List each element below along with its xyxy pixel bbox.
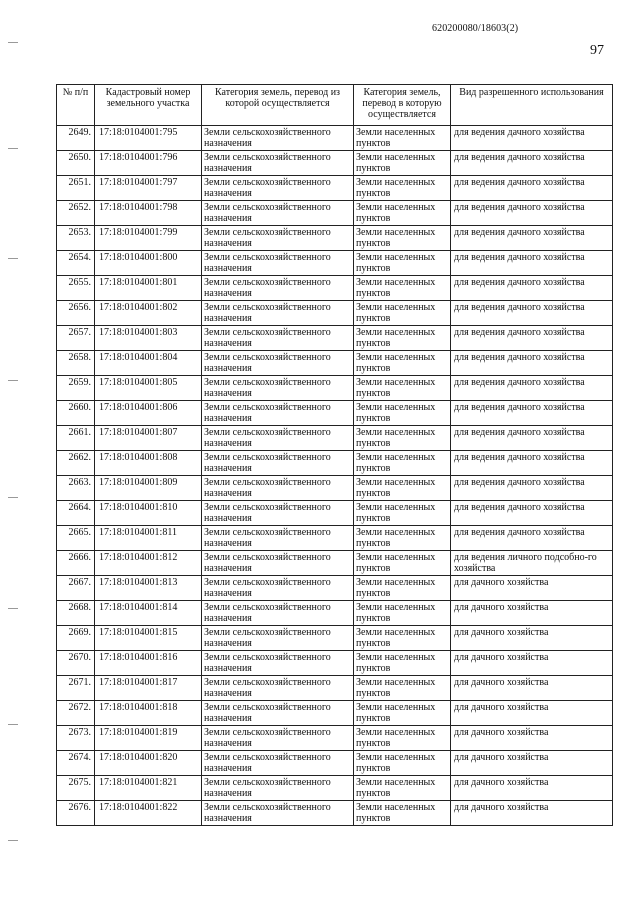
row-number: 2664. — [57, 501, 95, 526]
row-number: 2660. — [57, 401, 95, 426]
column-header-permitted-use: Вид разрешенного использования — [451, 85, 613, 126]
table-row — [57, 151, 613, 176]
document-number: 620200080/18603(2) — [432, 23, 519, 34]
cadastral-number: 17:18:0104001:798 — [95, 201, 202, 226]
category-from: Земли сельскохозяйственного назначения — [202, 426, 354, 451]
permitted-use: для ведения дачного хозяйства — [451, 301, 613, 326]
permitted-use: для дачного хозяйства — [451, 601, 613, 626]
cadastral-number: 17:18:0104001:820 — [95, 751, 202, 776]
cadastral-number: 17:18:0104001:799 — [95, 226, 202, 251]
table-row — [57, 276, 613, 301]
row-number: 2650. — [57, 151, 95, 176]
permitted-use: для ведения дачного хозяйства — [451, 276, 613, 301]
row-number: 2670. — [57, 651, 95, 676]
permitted-use: для дачного хозяйства — [451, 651, 613, 676]
cadastral-number: 17:18:0104001:813 — [95, 576, 202, 601]
category-to: Земли населенных пунктов — [354, 201, 451, 226]
category-to: Земли населенных пунктов — [354, 326, 451, 351]
permitted-use: для дачного хозяйства — [451, 726, 613, 751]
cadastral-number: 17:18:0104001:815 — [95, 626, 202, 651]
category-to: Земли населенных пунктов — [354, 626, 451, 651]
category-to: Земли населенных пунктов — [354, 801, 451, 826]
permitted-use: для ведения дачного хозяйства — [451, 376, 613, 401]
cadastral-number: 17:18:0104001:808 — [95, 451, 202, 476]
row-number: 2659. — [57, 376, 95, 401]
cadastral-number: 17:18:0104001:810 — [95, 501, 202, 526]
margin-mark — [8, 608, 18, 609]
permitted-use: для дачного хозяйства — [451, 701, 613, 726]
category-from: Земли сельскохозяйственного назначения — [202, 751, 354, 776]
cadastral-number: 17:18:0104001:797 — [95, 176, 202, 201]
table-row — [57, 451, 613, 476]
category-from: Земли сельскохозяйственного назначения — [202, 376, 354, 401]
row-number: 2662. — [57, 451, 95, 476]
table-row — [57, 626, 613, 651]
category-to: Земли населенных пунктов — [354, 676, 451, 701]
category-to: Земли населенных пунктов — [354, 301, 451, 326]
table-row — [57, 701, 613, 726]
category-from: Земли сельскохозяйственного назначения — [202, 251, 354, 276]
table-row — [57, 351, 613, 376]
column-header-category-to: Категория земель, перевод в которую осуществляется — [354, 85, 451, 126]
margin-mark — [8, 148, 18, 149]
table-row — [57, 426, 613, 451]
land-plot-table — [56, 84, 613, 826]
category-from: Земли сельскохозяйственного назначения — [202, 801, 354, 826]
category-to: Земли населенных пунктов — [354, 476, 451, 501]
category-from: Земли сельскохозяйственного назначения — [202, 126, 354, 151]
margin-mark — [8, 840, 18, 841]
row-number: 2665. — [57, 526, 95, 551]
permitted-use: для ведения личного подсобно-го хозяйства — [451, 551, 613, 576]
table-row — [57, 776, 613, 801]
row-number: 2672. — [57, 701, 95, 726]
row-number: 2673. — [57, 726, 95, 751]
category-from: Земли сельскохозяйственного назначения — [202, 176, 354, 201]
permitted-use: для дачного хозяйства — [451, 801, 613, 826]
permitted-use: для ведения дачного хозяйства — [451, 176, 613, 201]
table-header-row — [57, 85, 613, 126]
table-row — [57, 126, 613, 151]
cadastral-number: 17:18:0104001:801 — [95, 276, 202, 301]
row-number: 2666. — [57, 551, 95, 576]
category-to: Земли населенных пунктов — [354, 526, 451, 551]
category-from: Земли сельскохозяйственного назначения — [202, 451, 354, 476]
category-to: Земли населенных пунктов — [354, 501, 451, 526]
page-number: 97 — [590, 43, 604, 58]
row-number: 2658. — [57, 351, 95, 376]
table-row — [57, 651, 613, 676]
row-number: 2674. — [57, 751, 95, 776]
table-row — [57, 751, 613, 776]
table-row — [57, 551, 613, 576]
table-row — [57, 401, 613, 426]
cadastral-number: 17:18:0104001:803 — [95, 326, 202, 351]
category-from: Земли сельскохозяйственного назначения — [202, 676, 354, 701]
table-row — [57, 501, 613, 526]
margin-mark — [8, 258, 18, 259]
permitted-use: для дачного хозяйства — [451, 751, 613, 776]
category-from: Земли сельскохозяйственного назначения — [202, 576, 354, 601]
category-from: Земли сельскохозяйственного назначения — [202, 151, 354, 176]
permitted-use: для ведения дачного хозяйства — [451, 251, 613, 276]
category-from: Земли сельскохозяйственного назначения — [202, 401, 354, 426]
category-from: Земли сельскохозяйственного назначения — [202, 476, 354, 501]
category-to: Земли населенных пунктов — [354, 426, 451, 451]
category-to: Земли населенных пунктов — [354, 776, 451, 801]
category-from: Земли сельскохозяйственного назначения — [202, 701, 354, 726]
table-row — [57, 476, 613, 501]
category-to: Земли населенных пунктов — [354, 726, 451, 751]
table-row — [57, 376, 613, 401]
row-number: 2653. — [57, 226, 95, 251]
permitted-use: для ведения дачного хозяйства — [451, 201, 613, 226]
row-number: 2667. — [57, 576, 95, 601]
permitted-use: для дачного хозяйства — [451, 676, 613, 701]
row-number: 2663. — [57, 476, 95, 501]
cadastral-number: 17:18:0104001:804 — [95, 351, 202, 376]
category-to: Земли населенных пунктов — [354, 401, 451, 426]
category-from: Земли сельскохозяйственного назначения — [202, 626, 354, 651]
table-row — [57, 226, 613, 251]
margin-mark — [8, 724, 18, 725]
category-from: Земли сельскохозяйственного назначения — [202, 501, 354, 526]
category-to: Земли населенных пунктов — [354, 601, 451, 626]
cadastral-number: 17:18:0104001:817 — [95, 676, 202, 701]
row-number: 2676. — [57, 801, 95, 826]
margin-mark — [8, 380, 18, 381]
margin-mark — [8, 42, 18, 43]
permitted-use: для дачного хозяйства — [451, 576, 613, 601]
column-header-cadastral: Кадастровый номер земельного участка — [95, 85, 202, 126]
row-number: 2654. — [57, 251, 95, 276]
cadastral-number: 17:18:0104001:822 — [95, 801, 202, 826]
cadastral-number: 17:18:0104001:821 — [95, 776, 202, 801]
permitted-use: для дачного хозяйства — [451, 626, 613, 651]
category-from: Земли сельскохозяйственного назначения — [202, 201, 354, 226]
permitted-use: для ведения дачного хозяйства — [451, 426, 613, 451]
cadastral-number: 17:18:0104001:818 — [95, 701, 202, 726]
cadastral-number: 17:18:0104001:806 — [95, 401, 202, 426]
row-number: 2675. — [57, 776, 95, 801]
row-number: 2655. — [57, 276, 95, 301]
permitted-use: для ведения дачного хозяйства — [451, 526, 613, 551]
cadastral-number: 17:18:0104001:802 — [95, 301, 202, 326]
permitted-use: для ведения дачного хозяйства — [451, 226, 613, 251]
category-from: Земли сельскохозяйственного назначения — [202, 526, 354, 551]
cadastral-number: 17:18:0104001:812 — [95, 551, 202, 576]
category-from: Земли сельскохозяйственного назначения — [202, 726, 354, 751]
column-header-category-from: Категория земель, перевод из которой осуществляется — [202, 85, 354, 126]
permitted-use: для ведения дачного хозяйства — [451, 476, 613, 501]
category-to: Земли населенных пунктов — [354, 701, 451, 726]
cadastral-number: 17:18:0104001:796 — [95, 151, 202, 176]
category-from: Земли сельскохозяйственного назначения — [202, 276, 354, 301]
permitted-use: для ведения дачного хозяйства — [451, 126, 613, 151]
cadastral-number: 17:18:0104001:800 — [95, 251, 202, 276]
row-number: 2657. — [57, 326, 95, 351]
row-number: 2651. — [57, 176, 95, 201]
category-from: Земли сельскохозяйственного назначения — [202, 651, 354, 676]
row-number: 2656. — [57, 301, 95, 326]
cadastral-number: 17:18:0104001:809 — [95, 476, 202, 501]
table-body — [57, 126, 613, 826]
cadastral-number: 17:18:0104001:811 — [95, 526, 202, 551]
permitted-use: для ведения дачного хозяйства — [451, 326, 613, 351]
category-to: Земли населенных пунктов — [354, 226, 451, 251]
cadastral-number: 17:18:0104001:805 — [95, 376, 202, 401]
category-to: Земли населенных пунктов — [354, 251, 451, 276]
cadastral-number: 17:18:0104001:819 — [95, 726, 202, 751]
category-to: Земли населенных пунктов — [354, 376, 451, 401]
category-to: Земли населенных пунктов — [354, 151, 451, 176]
category-from: Земли сельскохозяйственного назначения — [202, 601, 354, 626]
table-row — [57, 801, 613, 826]
category-from: Земли сельскохозяйственного назначения — [202, 776, 354, 801]
permitted-use: для ведения дачного хозяйства — [451, 151, 613, 176]
category-from: Земли сельскохозяйственного назначения — [202, 226, 354, 251]
table-row — [57, 301, 613, 326]
table-row — [57, 676, 613, 701]
category-to: Земли населенных пунктов — [354, 451, 451, 476]
row-number: 2669. — [57, 626, 95, 651]
category-to: Земли населенных пунктов — [354, 551, 451, 576]
category-from: Земли сельскохозяйственного назначения — [202, 551, 354, 576]
cadastral-number: 17:18:0104001:814 — [95, 601, 202, 626]
permitted-use: для ведения дачного хозяйства — [451, 501, 613, 526]
table-row — [57, 251, 613, 276]
category-from: Земли сельскохозяйственного назначения — [202, 301, 354, 326]
row-number: 2671. — [57, 676, 95, 701]
cadastral-number: 17:18:0104001:807 — [95, 426, 202, 451]
category-to: Земли населенных пунктов — [354, 651, 451, 676]
category-to: Земли населенных пунктов — [354, 576, 451, 601]
column-header-number: № п/п — [57, 85, 95, 126]
category-to: Земли населенных пунктов — [354, 351, 451, 376]
category-to: Земли населенных пунктов — [354, 751, 451, 776]
category-to: Земли населенных пунктов — [354, 176, 451, 201]
category-from: Земли сельскохозяйственного назначения — [202, 326, 354, 351]
table-row — [57, 526, 613, 551]
row-number: 2661. — [57, 426, 95, 451]
table-row — [57, 726, 613, 751]
cadastral-number: 17:18:0104001:816 — [95, 651, 202, 676]
table-row — [57, 326, 613, 351]
row-number: 2668. — [57, 601, 95, 626]
category-from: Земли сельскохозяйственного назначения — [202, 351, 354, 376]
table-row — [57, 576, 613, 601]
table-row — [57, 601, 613, 626]
row-number: 2649. — [57, 126, 95, 151]
cadastral-number: 17:18:0104001:795 — [95, 126, 202, 151]
table-row — [57, 201, 613, 226]
permitted-use: для ведения дачного хозяйства — [451, 351, 613, 376]
margin-mark — [8, 497, 18, 498]
row-number: 2652. — [57, 201, 95, 226]
permitted-use: для ведения дачного хозяйства — [451, 451, 613, 476]
permitted-use: для дачного хозяйства — [451, 776, 613, 801]
category-to: Земли населенных пунктов — [354, 276, 451, 301]
permitted-use: для ведения дачного хозяйства — [451, 401, 613, 426]
table-row — [57, 176, 613, 201]
category-to: Земли населенных пунктов — [354, 126, 451, 151]
